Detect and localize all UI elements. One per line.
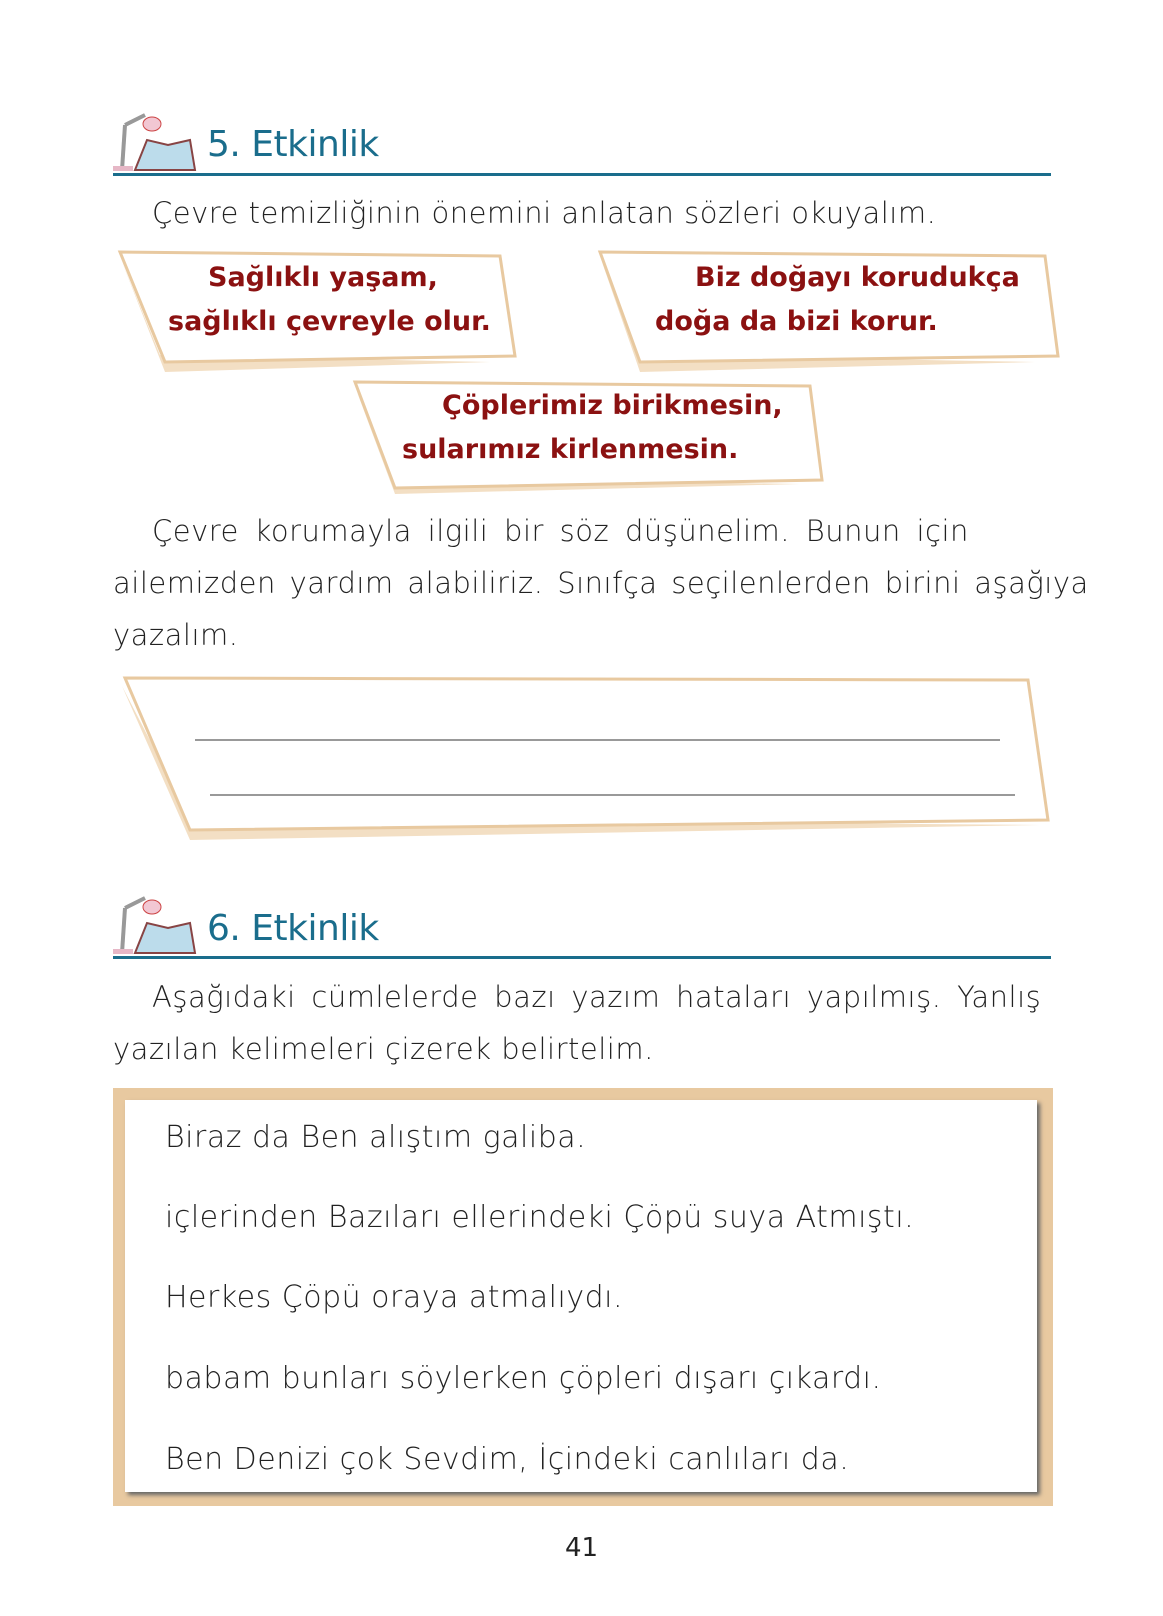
- activity-5-instruction: Çevre temizliğinin önemini anlatan sözleri okuyalım.: [152, 196, 937, 230]
- note-3-line-2: sularımız kirlenmesin.: [402, 434, 739, 465]
- lamp-book-icon: [113, 115, 195, 171]
- sentence[interactable]: Herkes Çöpü oraya atmalıydı.: [165, 1280, 624, 1315]
- note-1-line-1: Sağlıklı yaşam,: [208, 262, 438, 293]
- activity-6-instruction-2: yazılan kelimeleri çizerek belirtelim.: [113, 1032, 654, 1066]
- task-line-1: Çevre korumayla ilgili bir söz düşünelim. Bunun için: [152, 514, 969, 548]
- sentences-box: [113, 1088, 1053, 1506]
- page-number: 41: [564, 1533, 599, 1563]
- activity-6-title: 6. Etkinlik: [207, 908, 379, 949]
- note-3-line-1: Çöplerimiz birikmesin,: [442, 390, 783, 421]
- sentences-panel: [125, 1100, 1037, 1492]
- sentence[interactable]: Biraz da Ben alıştım galiba.: [165, 1120, 587, 1155]
- lamp-book-icon: [113, 898, 195, 954]
- note-2-line-1: Biz doğayı korudukça: [695, 262, 1020, 293]
- note-2-line-2: doğa da bizi korur.: [655, 306, 938, 337]
- task-line-2: ailemizden yardım alabiliriz. Sınıfça seçilenlerden birini aşağıya: [113, 566, 1089, 600]
- heading-rule: [113, 173, 1051, 176]
- sentence[interactable]: içlerinden Bazıları ellerindeki Çöpü suya Atmıştı.: [165, 1200, 915, 1235]
- sentence[interactable]: babam bunları söylerken çöpleri dışarı çıkardı.: [165, 1361, 882, 1396]
- answer-writing-area[interactable]: [195, 705, 1015, 805]
- heading-rule: [113, 956, 1051, 959]
- note-1-line-2: sağlıklı çevreyle olur.: [168, 306, 491, 337]
- task-line-3: yazalım.: [113, 618, 239, 652]
- activity-5-title: 5. Etkinlik: [207, 124, 379, 165]
- activity-6-instruction-1: Aşağıdaki cümlelerde bazı yazım hataları yapılmış. Yanlış: [152, 980, 1042, 1014]
- sentence[interactable]: Ben Denizi çok Sevdim, İçindeki canlıları da.: [165, 1442, 850, 1477]
